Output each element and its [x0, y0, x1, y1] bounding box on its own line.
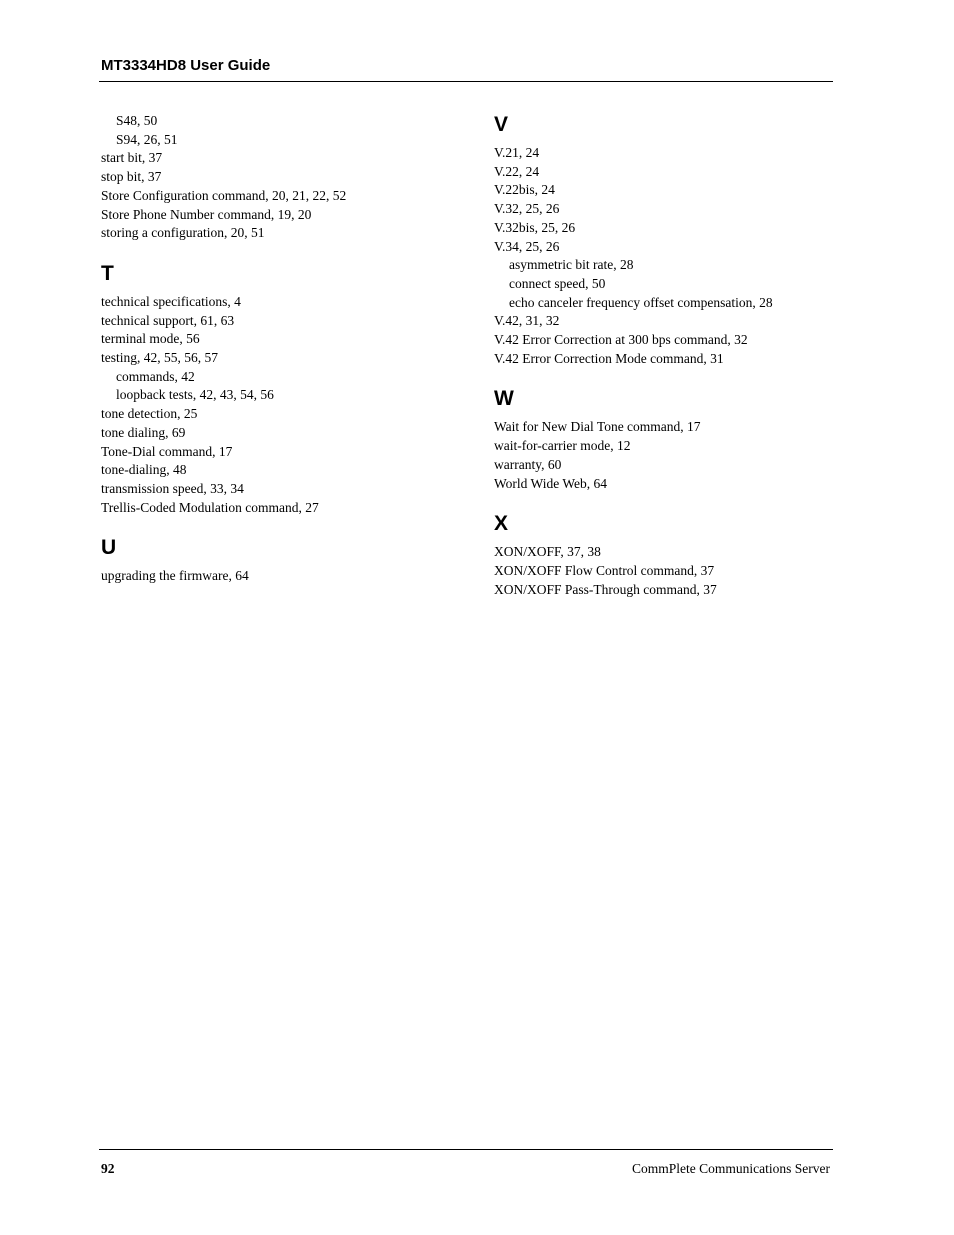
- index-entry: technical specifications, 4: [101, 293, 241, 309]
- index-entry: terminal mode, 56: [101, 331, 200, 347]
- index-entry: V.22, 24: [494, 163, 540, 179]
- index-entry: wait-for-carrier mode, 12: [494, 438, 631, 454]
- index-entry: Store Configuration command, 20, 21, 22, 52: [101, 187, 347, 203]
- footer-rule: [99, 1149, 833, 1150]
- index-group-w: [494, 418, 834, 493]
- index-subentry: echo canceler frequency offset compensation, 28: [509, 294, 773, 310]
- index-entry: technical support, 61, 63: [101, 312, 235, 328]
- index-letter-v: V: [494, 113, 509, 136]
- index-entry: warranty, 60: [494, 456, 562, 472]
- index-group-u: [101, 567, 471, 586]
- index-entry: V.21, 24: [494, 145, 540, 160]
- index-entry: XON/XOFF, 37, 38: [494, 544, 601, 560]
- index-entry: V.42 Error Correction at 300 bps command, 32: [494, 332, 748, 348]
- index-entry: Wait for New Dial Tone command, 17: [494, 419, 701, 435]
- index-column-left: [101, 112, 471, 586]
- index-group-s-continued: [101, 112, 471, 243]
- index-group-v: [494, 144, 834, 368]
- index-entry: V.34, 25, 26: [494, 238, 560, 254]
- index-group-t: [101, 293, 471, 517]
- index-entry: V.32bis, 25, 26: [494, 219, 576, 235]
- index-subentry: loopback tests, 42, 43, 54, 56: [116, 387, 274, 403]
- header-rule: [99, 81, 833, 82]
- index-entry: World Wide Web, 64: [494, 475, 608, 491]
- index-subentry: S94, 26, 51: [116, 131, 178, 147]
- index-entry: XON/XOFF Pass-Through command, 37: [494, 581, 717, 597]
- index-letter-w: W: [494, 387, 514, 411]
- index-entry: tone detection, 25: [101, 406, 198, 422]
- footer-doc-title: CommPlete Communications Server: [632, 1161, 830, 1176]
- index-entry: storing a configuration, 20, 51: [101, 225, 265, 241]
- index-entry: V.42, 31, 32: [494, 313, 560, 329]
- index-entry: V.22bis, 24: [494, 182, 555, 198]
- index-entry: transmission speed, 33, 34: [101, 480, 244, 496]
- index-subentry: asymmetric bit rate, 28: [509, 257, 634, 273]
- index-entry: stop bit, 37: [101, 169, 162, 185]
- index-entry: V.42 Error Correction Mode command, 31: [494, 350, 724, 366]
- running-header-title: MT3334HD8 User Guide: [101, 57, 271, 74]
- index-subentry: connect speed, 50: [509, 275, 606, 291]
- index-letter-x: X: [494, 512, 509, 536]
- index-entry: Tone-Dial command, 17: [101, 443, 233, 459]
- index-column-right: [494, 112, 834, 599]
- index-entry: XON/XOFF Flow Control command, 37: [494, 562, 715, 578]
- index-entry: testing, 42, 55, 56, 57: [101, 350, 218, 366]
- index-entry: Trellis-Coded Modulation command, 27: [101, 499, 319, 515]
- page-number: 92: [101, 1161, 115, 1176]
- index-group-x: [494, 543, 834, 599]
- index-entry: Store Phone Number command, 19, 20: [101, 206, 312, 222]
- index-subentry: S48, 50: [116, 113, 158, 128]
- index-entry: upgrading the firmware, 64: [101, 568, 249, 584]
- index-letter-u: U: [101, 536, 117, 560]
- index-entry: tone dialing, 69: [101, 424, 186, 440]
- index-subentry: commands, 42: [116, 368, 195, 384]
- index-entry: start bit, 37: [101, 150, 163, 166]
- index-letter-t: T: [101, 261, 114, 285]
- index-entry: tone-dialing, 48: [101, 462, 187, 478]
- index-entry: V.32, 25, 26: [494, 201, 560, 217]
